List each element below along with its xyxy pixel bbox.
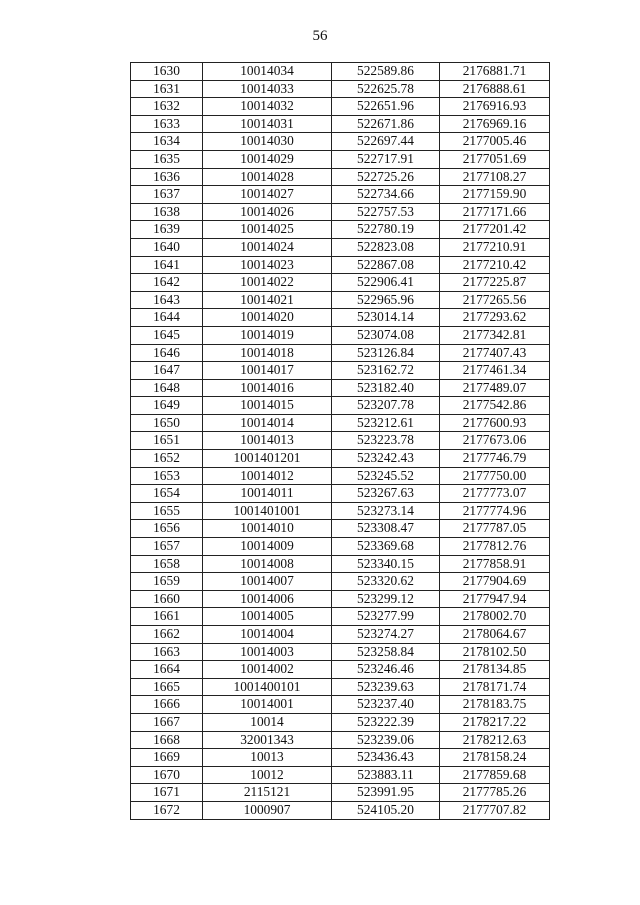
- y-coordinate-cell: 2177489.07: [440, 379, 550, 397]
- x-coordinate-cell: 524105.20: [332, 801, 440, 819]
- y-coordinate-cell: 2177858.91: [440, 555, 550, 573]
- point-number-cell: 1642: [131, 274, 203, 292]
- point-code-cell: 10014025: [203, 221, 332, 239]
- point-code-cell: 10014004: [203, 626, 332, 644]
- table-row: [131, 168, 550, 186]
- x-coordinate-cell: 523883.11: [332, 766, 440, 784]
- table-row: [131, 80, 550, 98]
- point-code-cell: 10014023: [203, 256, 332, 274]
- y-coordinate-cell: 2177210.91: [440, 238, 550, 256]
- table-row: [131, 590, 550, 608]
- point-code-cell: 10014009: [203, 538, 332, 556]
- table-row: [131, 221, 550, 239]
- y-coordinate-cell: 2177005.46: [440, 133, 550, 151]
- point-code-cell: 10014013: [203, 432, 332, 450]
- page-number: 56: [312, 28, 328, 44]
- table-row: [131, 731, 550, 749]
- point-number-cell: 1667: [131, 713, 203, 731]
- point-number-cell: 1668: [131, 731, 203, 749]
- x-coordinate-cell: 522734.66: [332, 186, 440, 204]
- point-code-cell: 10014006: [203, 590, 332, 608]
- point-code-cell: 10014: [203, 713, 332, 731]
- y-coordinate-cell: 2177774.96: [440, 502, 550, 520]
- y-coordinate-cell: 2178171.74: [440, 678, 550, 696]
- point-code-cell: 10014008: [203, 555, 332, 573]
- point-number-cell: 1631: [131, 80, 203, 98]
- table-row: [131, 63, 550, 81]
- point-code-cell: 10014003: [203, 643, 332, 661]
- table-row: [131, 766, 550, 784]
- x-coordinate-cell: 523014.14: [332, 309, 440, 327]
- point-code-cell: 10014028: [203, 168, 332, 186]
- point-code-cell: 10012: [203, 766, 332, 784]
- x-coordinate-cell: 522697.44: [332, 133, 440, 151]
- y-coordinate-cell: 2177108.27: [440, 168, 550, 186]
- table-row: [131, 467, 550, 485]
- x-coordinate-cell: 523308.47: [332, 520, 440, 538]
- point-code-cell: 10014034: [203, 63, 332, 81]
- point-number-cell: 1671: [131, 784, 203, 802]
- table-row: [131, 291, 550, 309]
- point-number-cell: 1659: [131, 573, 203, 591]
- x-coordinate-cell: 523273.14: [332, 502, 440, 520]
- x-coordinate-cell: 523340.15: [332, 555, 440, 573]
- y-coordinate-cell: 2177750.00: [440, 467, 550, 485]
- x-coordinate-cell: 523274.27: [332, 626, 440, 644]
- y-coordinate-cell: 2177773.07: [440, 485, 550, 503]
- point-number-cell: 1645: [131, 326, 203, 344]
- table-row: [131, 696, 550, 714]
- y-coordinate-cell: 2176888.61: [440, 80, 550, 98]
- point-code-cell: 10014005: [203, 608, 332, 626]
- y-coordinate-cell: 2178002.70: [440, 608, 550, 626]
- point-code-cell: 10014029: [203, 150, 332, 168]
- y-coordinate-cell: 2177707.82: [440, 801, 550, 819]
- y-coordinate-cell: 2176969.16: [440, 115, 550, 133]
- y-coordinate-cell: 2177673.06: [440, 432, 550, 450]
- point-number-cell: 1665: [131, 678, 203, 696]
- y-coordinate-cell: 2177201.42: [440, 221, 550, 239]
- point-number-cell: 1663: [131, 643, 203, 661]
- point-code-cell: 10014020: [203, 309, 332, 327]
- x-coordinate-cell: 522671.86: [332, 115, 440, 133]
- table-row: [131, 678, 550, 696]
- point-number-cell: 1654: [131, 485, 203, 503]
- x-coordinate-cell: 522867.08: [332, 256, 440, 274]
- x-coordinate-cell: 523222.39: [332, 713, 440, 731]
- point-number-cell: 1641: [131, 256, 203, 274]
- x-coordinate-cell: 523245.52: [332, 467, 440, 485]
- table-row: [131, 784, 550, 802]
- x-coordinate-cell: 523126.84: [332, 344, 440, 362]
- x-coordinate-cell: 522780.19: [332, 221, 440, 239]
- table-row: [131, 643, 550, 661]
- point-number-cell: 1669: [131, 749, 203, 767]
- point-code-cell: 10014010: [203, 520, 332, 538]
- point-number-cell: 1636: [131, 168, 203, 186]
- x-coordinate-cell: 522965.96: [332, 291, 440, 309]
- table-row: [131, 520, 550, 538]
- y-coordinate-cell: 2178212.63: [440, 731, 550, 749]
- point-number-cell: 1660: [131, 590, 203, 608]
- point-code-cell: 10014014: [203, 414, 332, 432]
- y-coordinate-cell: 2177746.79: [440, 450, 550, 468]
- point-number-cell: 1630: [131, 63, 203, 81]
- table-row: [131, 555, 550, 573]
- y-coordinate-cell: 2178158.24: [440, 749, 550, 767]
- y-coordinate-cell: 2177407.43: [440, 344, 550, 362]
- point-code-cell: 10014024: [203, 238, 332, 256]
- point-number-cell: 1647: [131, 362, 203, 380]
- point-number-cell: 1653: [131, 467, 203, 485]
- x-coordinate-cell: 522589.86: [332, 63, 440, 81]
- point-number-cell: 1644: [131, 309, 203, 327]
- table-row: [131, 186, 550, 204]
- x-coordinate-cell: 522757.53: [332, 203, 440, 221]
- table-row: [131, 238, 550, 256]
- table-row: [131, 608, 550, 626]
- x-coordinate-cell: 523267.63: [332, 485, 440, 503]
- point-number-cell: 1632: [131, 98, 203, 116]
- point-code-cell: 10014032: [203, 98, 332, 116]
- point-code-cell: 32001343: [203, 731, 332, 749]
- point-code-cell: 1001401201: [203, 450, 332, 468]
- table-row: [131, 801, 550, 819]
- x-coordinate-cell: 522725.26: [332, 168, 440, 186]
- table-row: [131, 713, 550, 731]
- table-row: [131, 203, 550, 221]
- point-number-cell: 1638: [131, 203, 203, 221]
- y-coordinate-cell: 2177812.76: [440, 538, 550, 556]
- point-code-cell: 10014007: [203, 573, 332, 591]
- point-code-cell: 10014011: [203, 485, 332, 503]
- x-coordinate-cell: 523991.95: [332, 784, 440, 802]
- point-number-cell: 1643: [131, 291, 203, 309]
- y-coordinate-cell: 2178217.22: [440, 713, 550, 731]
- x-coordinate-cell: 523239.06: [332, 731, 440, 749]
- point-number-cell: 1670: [131, 766, 203, 784]
- point-number-cell: 1652: [131, 450, 203, 468]
- point-code-cell: 10014012: [203, 467, 332, 485]
- point-code-cell: 10014030: [203, 133, 332, 151]
- x-coordinate-cell: 523237.40: [332, 696, 440, 714]
- y-coordinate-cell: 2178064.67: [440, 626, 550, 644]
- point-number-cell: 1637: [131, 186, 203, 204]
- x-coordinate-cell: 522906.41: [332, 274, 440, 292]
- point-number-cell: 1634: [131, 133, 203, 151]
- x-coordinate-cell: 523369.68: [332, 538, 440, 556]
- coordinates-table-body: [131, 63, 550, 820]
- x-coordinate-cell: 523207.78: [332, 397, 440, 415]
- point-number-cell: 1657: [131, 538, 203, 556]
- x-coordinate-cell: 523436.43: [332, 749, 440, 767]
- table-row: [131, 502, 550, 520]
- x-coordinate-cell: 523182.40: [332, 379, 440, 397]
- table-row: [131, 626, 550, 644]
- point-code-cell: 10014002: [203, 661, 332, 679]
- table-row: [131, 309, 550, 327]
- point-code-cell: 1001401001: [203, 502, 332, 520]
- x-coordinate-cell: 523074.08: [332, 326, 440, 344]
- point-code-cell: 10014027: [203, 186, 332, 204]
- point-number-cell: 1639: [131, 221, 203, 239]
- y-coordinate-cell: 2177600.93: [440, 414, 550, 432]
- point-number-cell: 1646: [131, 344, 203, 362]
- x-coordinate-cell: 523223.78: [332, 432, 440, 450]
- point-number-cell: 1633: [131, 115, 203, 133]
- point-code-cell: 10013: [203, 749, 332, 767]
- table-row: [131, 432, 550, 450]
- y-coordinate-cell: 2177171.66: [440, 203, 550, 221]
- point-number-cell: 1640: [131, 238, 203, 256]
- point-code-cell: 10014016: [203, 379, 332, 397]
- table-row: [131, 397, 550, 415]
- point-number-cell: 1662: [131, 626, 203, 644]
- table-row: [131, 150, 550, 168]
- point-number-cell: 1666: [131, 696, 203, 714]
- table-row: [131, 749, 550, 767]
- table-row: [131, 362, 550, 380]
- point-number-cell: 1649: [131, 397, 203, 415]
- point-code-cell: 1000907: [203, 801, 332, 819]
- point-code-cell: 2115121: [203, 784, 332, 802]
- table-row: [131, 115, 550, 133]
- x-coordinate-cell: 523277.99: [332, 608, 440, 626]
- y-coordinate-cell: 2176881.71: [440, 63, 550, 81]
- y-coordinate-cell: 2177461.34: [440, 362, 550, 380]
- x-coordinate-cell: 523246.46: [332, 661, 440, 679]
- point-code-cell: 10014001: [203, 696, 332, 714]
- y-coordinate-cell: 2177225.87: [440, 274, 550, 292]
- y-coordinate-cell: 2177342.81: [440, 326, 550, 344]
- y-coordinate-cell: 2177051.69: [440, 150, 550, 168]
- point-code-cell: 10014033: [203, 80, 332, 98]
- table-row: [131, 274, 550, 292]
- point-number-cell: 1650: [131, 414, 203, 432]
- table-row: [131, 661, 550, 679]
- y-coordinate-cell: 2178134.85: [440, 661, 550, 679]
- point-code-cell: 10014021: [203, 291, 332, 309]
- table-row: [131, 133, 550, 151]
- y-coordinate-cell: 2177859.68: [440, 766, 550, 784]
- y-coordinate-cell: 2177210.42: [440, 256, 550, 274]
- x-coordinate-cell: 523320.62: [332, 573, 440, 591]
- point-number-cell: 1661: [131, 608, 203, 626]
- y-coordinate-cell: 2177542.86: [440, 397, 550, 415]
- point-code-cell: 10014019: [203, 326, 332, 344]
- y-coordinate-cell: 2177785.26: [440, 784, 550, 802]
- table-row: [131, 256, 550, 274]
- point-number-cell: 1664: [131, 661, 203, 679]
- y-coordinate-cell: 2178102.50: [440, 643, 550, 661]
- point-number-cell: 1635: [131, 150, 203, 168]
- table-row: [131, 538, 550, 556]
- point-code-cell: 10014026: [203, 203, 332, 221]
- point-code-cell: 10014015: [203, 397, 332, 415]
- x-coordinate-cell: 522823.08: [332, 238, 440, 256]
- point-number-cell: 1656: [131, 520, 203, 538]
- y-coordinate-cell: 2178183.75: [440, 696, 550, 714]
- x-coordinate-cell: 523242.43: [332, 450, 440, 468]
- coordinates-table: [130, 62, 550, 820]
- y-coordinate-cell: 2177947.94: [440, 590, 550, 608]
- x-coordinate-cell: 523212.61: [332, 414, 440, 432]
- x-coordinate-cell: 522651.96: [332, 98, 440, 116]
- x-coordinate-cell: 523162.72: [332, 362, 440, 380]
- y-coordinate-cell: 2177787.05: [440, 520, 550, 538]
- point-number-cell: 1658: [131, 555, 203, 573]
- table-row: [131, 414, 550, 432]
- point-code-cell: 1001400101: [203, 678, 332, 696]
- point-number-cell: 1648: [131, 379, 203, 397]
- point-code-cell: 10014022: [203, 274, 332, 292]
- table-row: [131, 344, 550, 362]
- x-coordinate-cell: 522717.91: [332, 150, 440, 168]
- x-coordinate-cell: 523239.63: [332, 678, 440, 696]
- point-number-cell: 1655: [131, 502, 203, 520]
- table-row: [131, 573, 550, 591]
- table-row: [131, 379, 550, 397]
- y-coordinate-cell: 2177265.56: [440, 291, 550, 309]
- point-number-cell: 1651: [131, 432, 203, 450]
- y-coordinate-cell: 2177904.69: [440, 573, 550, 591]
- x-coordinate-cell: 523299.12: [332, 590, 440, 608]
- point-code-cell: 10014017: [203, 362, 332, 380]
- point-code-cell: 10014018: [203, 344, 332, 362]
- table-row: [131, 98, 550, 116]
- x-coordinate-cell: 522625.78: [332, 80, 440, 98]
- point-number-cell: 1672: [131, 801, 203, 819]
- point-code-cell: 10014031: [203, 115, 332, 133]
- table-row: [131, 485, 550, 503]
- table-row: [131, 450, 550, 468]
- y-coordinate-cell: 2176916.93: [440, 98, 550, 116]
- y-coordinate-cell: 2177293.62: [440, 309, 550, 327]
- x-coordinate-cell: 523258.84: [332, 643, 440, 661]
- table-row: [131, 326, 550, 344]
- y-coordinate-cell: 2177159.90: [440, 186, 550, 204]
